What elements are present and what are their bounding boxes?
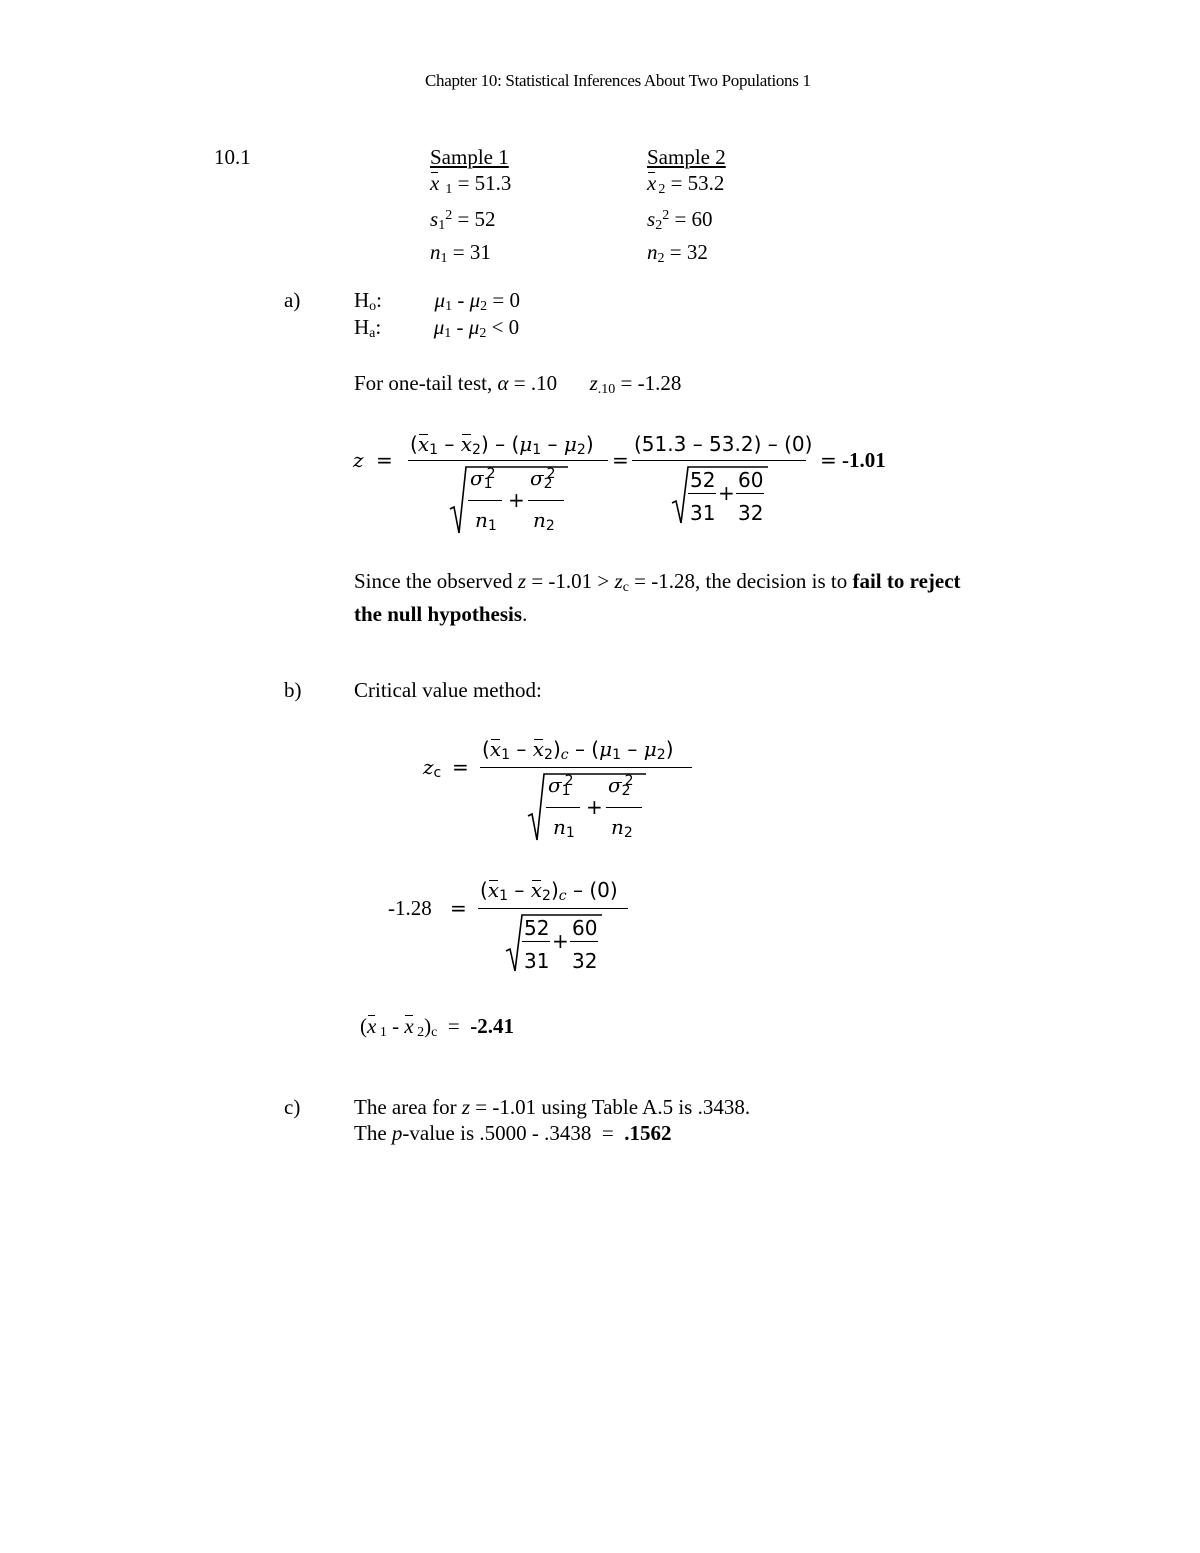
- formula-b-plus: +: [586, 795, 603, 819]
- formula-a-fraction-bar: [408, 460, 608, 461]
- formula-a-num-60: 60: [738, 468, 764, 492]
- formula-a-sqrt-2: [672, 463, 772, 525]
- formula-a-plus-2: +: [718, 481, 735, 505]
- problem-number: 10.1: [214, 145, 251, 169]
- formula-c-num-52: 52: [524, 916, 550, 940]
- formula-b-fraction-bar: [480, 767, 692, 768]
- formula-c-frac1-bar: [522, 941, 550, 942]
- formula-a-frac4-bar: [736, 493, 764, 494]
- sample2-n: $n_2 = 32$: [647, 240, 708, 266]
- sample2-variance: $s_2^2 = 60$: [647, 207, 713, 233]
- formula-a-numerator-2: (51.3 – 53.2) – (0): [634, 432, 813, 456]
- formula-c-sqrt: [506, 911, 606, 973]
- null-hypothesis: $H_o$: $\mu_1 - \mu_2 = 0$: [354, 288, 520, 314]
- sample1-column: [430, 144, 511, 272]
- formula-a-frac2-bar: [528, 500, 564, 501]
- formula-a-z: z: [353, 448, 364, 472]
- formula-a-sigma2: $\sigma_2^2$: [530, 466, 556, 492]
- formula-a-result: -1.01: [842, 448, 886, 472]
- formula-c-num-60: 60: [572, 916, 598, 940]
- part-b-label: b): [284, 678, 302, 702]
- formula-c-den-31: 31: [524, 949, 550, 973]
- critical-diff-result: (x $_1$ - x $_2)_c = -2.41$: [360, 1014, 514, 1040]
- formula-c-lhs: -1.28: [388, 896, 432, 920]
- one-tail-test-line: For one-tail test, α = .10 $z_{.10} = -1.28$: [354, 371, 682, 397]
- conclusion-text: Since the observed $z = -1.01 > z_c = -1.28$, the decision is to fail to reject the null hypothesis.: [354, 569, 961, 626]
- formula-a-num-52: 52: [690, 468, 716, 492]
- formula-b-frac1-bar: [546, 807, 580, 808]
- formula-a-equals-3: =: [820, 448, 837, 472]
- formula-b-sigma2: $\sigma_2^2$: [608, 773, 634, 799]
- sample2-heading: Sample 2: [647, 145, 726, 169]
- part-a-label: a): [284, 288, 301, 312]
- formula-a-frac3-bar: [688, 493, 716, 494]
- formula-a-equals: =: [376, 448, 393, 472]
- sample1-heading: Sample 1: [430, 145, 509, 169]
- part-b-title: Critical value method:: [354, 678, 542, 702]
- formula-a-n1: $n_1$: [475, 508, 497, 534]
- formula-a-numerator: $(x_1 - x_2) - (\mu_1 - \mu_2)$: [410, 432, 594, 458]
- formula-b-n2: $n_2$: [611, 815, 633, 841]
- formula-c-equals: =: [450, 896, 467, 920]
- formula-b-frac2-bar: [606, 807, 642, 808]
- sample1-n: $n_1 = 31$: [430, 240, 491, 266]
- formula-c-fraction-bar: [478, 908, 628, 909]
- formula-a-sigma1: $\sigma_1^2$: [470, 466, 496, 492]
- formula-b-zc: $z_c$: [423, 755, 442, 781]
- page-header: Chapter 10: Statistical Inferences About Two Populations 1: [425, 71, 811, 90]
- sample2-column: [647, 144, 726, 272]
- part-c-label: c): [284, 1095, 301, 1119]
- formula-b-numerator: $(x_1 - x_2)_c - (\mu_1 - \mu_2)$: [482, 737, 674, 763]
- formula-a-frac1-bar: [468, 500, 502, 501]
- formula-a-fraction-bar-2: [632, 460, 806, 461]
- sample1-variance: $s_1^2 = 52$: [430, 207, 496, 233]
- formula-a-n2: $n_2$: [533, 508, 555, 534]
- formula-b-equals: =: [452, 755, 469, 779]
- formula-a-den-31: 31: [690, 501, 716, 525]
- formula-b-sqrt: [528, 770, 648, 842]
- formula-c-plus: +: [552, 929, 569, 953]
- part-c-text: The area for z = -1.01 using Table A.5 is .3438. The p-value is .5000 - .3438 = .1562: [354, 1095, 751, 1145]
- formula-b-n1: $n_1$: [553, 815, 575, 841]
- sample2-mean: x $_2$ = 53.2: [647, 171, 725, 197]
- alternative-hypothesis: $H_a$: $\mu_1 - \mu_2 < 0$: [354, 315, 520, 341]
- formula-c-frac2-bar: [570, 941, 598, 942]
- formula-c-den-32: 32: [572, 949, 598, 973]
- sample1-mean: x $_1$ = 51.3: [430, 171, 512, 197]
- formula-c-numerator: $(x_1 - x_2)_c - (0)$: [480, 878, 618, 904]
- formula-a-plus: +: [508, 488, 525, 512]
- formula-a-equals-2: =: [612, 448, 629, 472]
- formula-b-sigma1: $\sigma_1^2$: [548, 773, 574, 799]
- formula-a-sqrt: [450, 463, 570, 535]
- formula-a-den-32: 32: [738, 501, 764, 525]
